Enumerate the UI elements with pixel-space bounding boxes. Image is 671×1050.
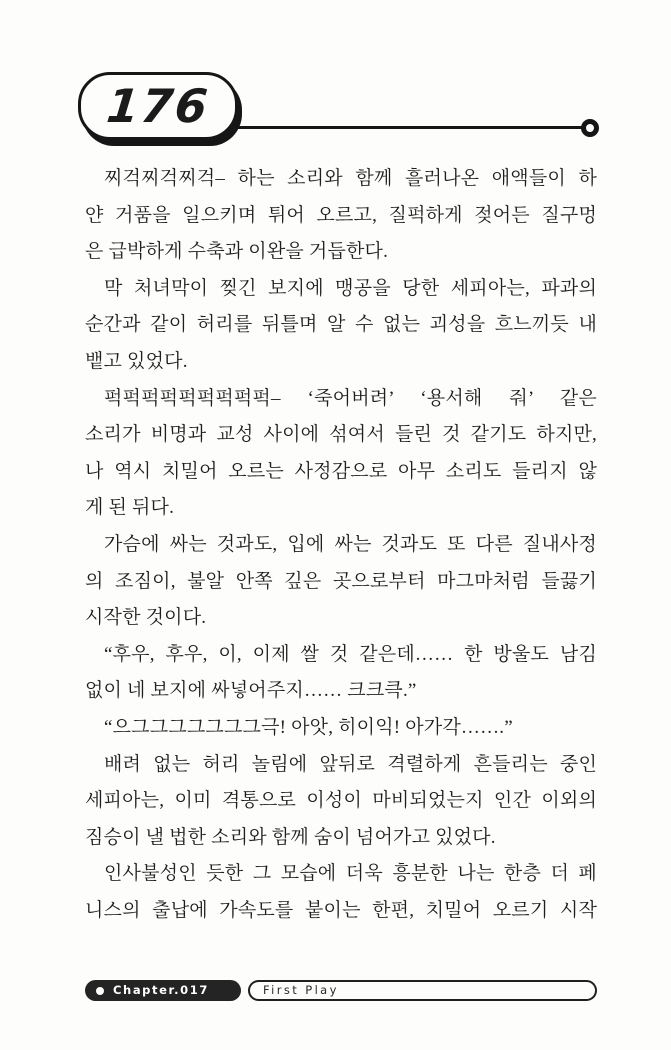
text-line: 소리가 비명과 교성 사이에 섞여서 들린 것 같기도 하지만, — [85, 424, 597, 446]
text-line: 막 처녀막이 찢긴 보지에 맹공을 당한 세피아는, 파과의 — [104, 277, 597, 299]
text-line: “으그그그그그그그극! 아앗, 히이익! 아가각…….” — [104, 716, 513, 738]
header-ring-ornament — [581, 119, 599, 137]
header-rule-line — [236, 126, 583, 129]
text-line: 은 급박하게 수축과 이완을 거듭한다. — [85, 241, 389, 263]
body-text-block — [85, 161, 597, 929]
section-title-badge — [248, 980, 597, 1001]
section-title-label: First Play — [263, 982, 339, 997]
text-line: 의 조짐이, 불알 안쪽 깊은 곳으로부터 마그마처럼 들끓기 — [85, 570, 597, 592]
chapter-badge — [85, 980, 241, 1001]
text-line: 세피아는, 이미 격통으로 이성이 마비되었는지 인간 이외의 — [85, 790, 597, 812]
bullet-dot-icon — [96, 987, 104, 995]
text-line: 순간과 같이 허리를 뒤틀며 알 수 없는 괴성을 흐느끼듯 내 — [85, 314, 597, 336]
text-line: 가슴에 싸는 것과도, 입에 싸는 것과도 또 다른 질내사정 — [104, 533, 597, 555]
text-line: 게 된 뒤다. — [85, 497, 175, 519]
text-line: 시작한 것이다. — [85, 607, 207, 629]
text-line: 얀 거품을 일으키며 튀어 오르고, 질퍽하게 젖어든 질구멍 — [85, 204, 597, 226]
text-line: 인사불성인 듯한 그 모습에 더욱 흥분한 나는 한층 더 페 — [104, 863, 597, 885]
page-number-badge — [78, 72, 238, 140]
text-line: “후우, 후우, 이, 이제 쌀 것 같은데…… 한 방울도 남김 — [104, 643, 597, 665]
text-line: 없이 네 보지에 싸넣어주지…… 크크큭.” — [85, 680, 417, 702]
text-line: 배려 없는 허리 놀림에 앞뒤로 격렬하게 흔들리는 중인 — [104, 753, 597, 775]
text-line: 퍽퍽퍽퍽퍽퍽퍽퍽퍽– ‘죽어버려’ ‘용서해 줘’ 같은 — [104, 387, 597, 409]
text-line: 뱉고 있었다. — [85, 350, 188, 372]
text-line: 찌걱찌걱찌걱– 하는 소리와 함께 흘러나온 애액들이 하 — [104, 168, 597, 189]
text-line: 니스의 출납에 가속도를 붙이는 한편, 치밀어 오르기 시작 — [85, 899, 597, 921]
page-number: 176 — [104, 79, 212, 133]
chapter-label: Chapter.017 — [113, 982, 209, 997]
text-line: 나 역시 치밀어 오르는 사정감으로 아무 소리도 들리지 않 — [85, 460, 597, 482]
text-line: 짐승이 낼 법한 소리와 함께 숨이 넘어가고 있었다. — [85, 826, 496, 848]
